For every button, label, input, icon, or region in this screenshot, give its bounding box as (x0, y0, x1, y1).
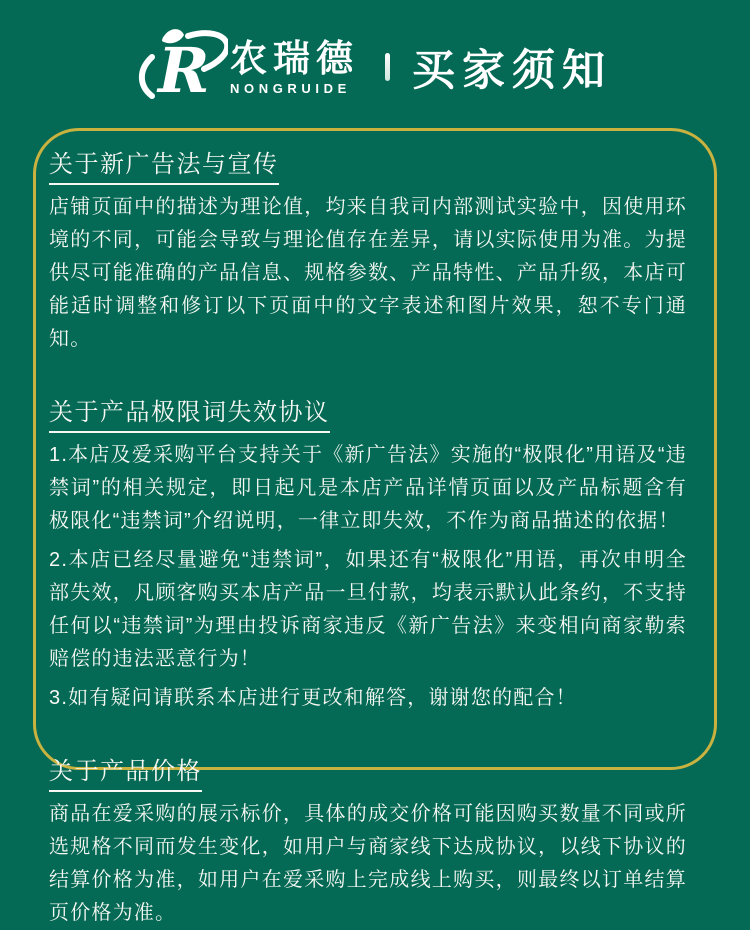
paragraph: 1.本店及爱采购平台支持关于《新广告法》实施的“极限化”用语及“违禁词”的相关规定，即日起凡是本店产品详情页面以及产品标题含有极限化“违禁词”介绍说明，一律立即失效，不作为商品描述的依据！ (49, 444, 687, 532)
notice-card (33, 128, 717, 924)
section-heading: 关于新广告法与宣传 (49, 144, 687, 185)
paragraph: 2.本店已经尽量避免“违禁词”，如果还有“极限化”用语，再次申明全部失效，凡顾客购买本店产品一旦付款，均表示默认此条约，不支持任何以“违禁词”为理由投诉商家违反《新广告法》来变相向商家勒索赔偿的违法恶意行为！ (49, 549, 687, 670)
brand-text (230, 37, 359, 96)
section-body (49, 439, 687, 715)
section-heading: 关于产品极限词失效协议 (49, 392, 687, 433)
brand-name-en: NONGRUIDE (230, 80, 351, 96)
header (0, 0, 750, 128)
paragraph: 店铺页面中的描述为理论值，均来自我司内部测试实验中，因使用环境的不同，可能会导致与理论值存在差异，请以实际使用为准。为提供尽可能准确的产品信息、规格参数、产品特性、产品升级，本店可能适时调整和修订以下页面中的文字表述和图片效果，恕不专门通知。 (49, 196, 687, 350)
section-product-price (49, 751, 687, 930)
nongruide-logo-icon (138, 28, 228, 107)
paragraph: 商品在爱采购的展示标价，具体的成交价格可能因购买数量不同或所选规格不同而发生变化，如用户与商家线下达成协议，以线下协议的结算价格为准，如用户在爱采购上完成线上购买，则最终以订单结算页价格为准。 (49, 803, 687, 924)
section-body (49, 191, 687, 356)
brand (138, 28, 359, 107)
brand-name-cn: 农瑞德 (230, 37, 359, 79)
page-title: 买家须知 (412, 46, 612, 95)
svg-text:R: R (158, 33, 210, 102)
paragraph: 3.如有疑问请联系本店进行更改和解答，谢谢您的配合！ (49, 687, 577, 709)
section-advertising-law (49, 144, 687, 356)
section-body (49, 798, 687, 930)
section-heading: 关于产品价格 (49, 751, 687, 792)
header-divider (385, 53, 390, 81)
section-extreme-words-agreement (49, 392, 687, 715)
